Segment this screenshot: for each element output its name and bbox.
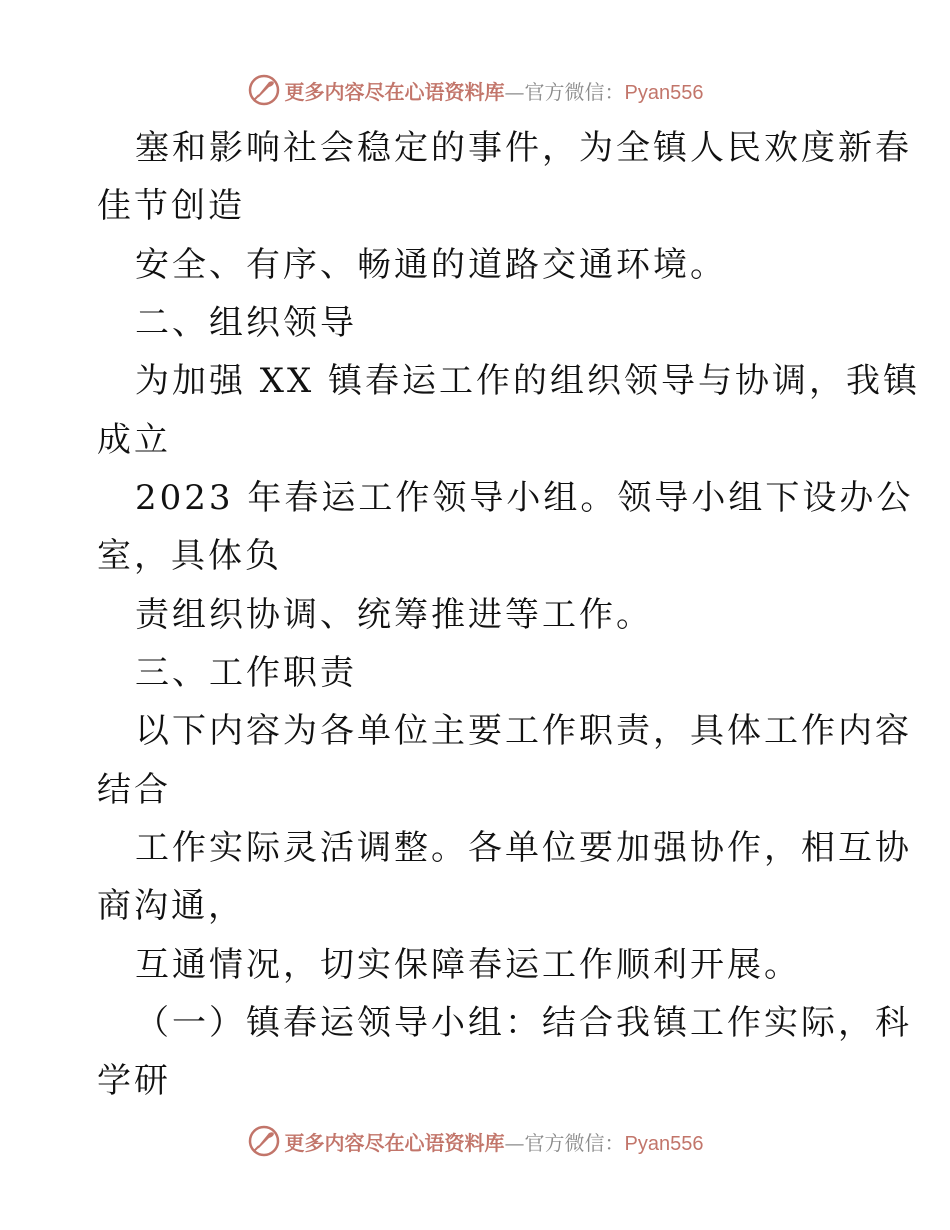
text-line: （一）镇春运领导小组：结合我镇工作实际，科 — [135, 1003, 912, 1043]
text-line: 为加强 XX 镇春运工作的组织领导与协调，我镇 — [135, 361, 921, 401]
text-line: 以下内容为各单位主要工作职责，具体工作内容 — [135, 711, 912, 751]
watermark-part1: 更多内容尽在心语资料库 — [284, 1130, 505, 1155]
watermark-part1: 更多内容尽在心语资料库 — [284, 79, 505, 104]
quill-logo-icon — [247, 73, 281, 107]
quill-logo-icon — [247, 1124, 281, 1158]
watermark-text — [285, 76, 704, 105]
watermark-part2: —官方微信： — [504, 79, 625, 104]
watermark-part3: Pyan556 — [624, 1132, 704, 1155]
text-line: 室，具体负 — [97, 536, 282, 576]
text-line: 学研 — [97, 1061, 171, 1101]
header-watermark — [0, 70, 950, 110]
footer-watermark — [0, 1121, 950, 1161]
text-line: 结合 — [97, 770, 171, 810]
text-line: 佳节创造 — [97, 186, 245, 226]
watermark-part2: —官方微信： — [504, 1130, 625, 1155]
text-line: 工作实际灵活调整。各单位要加强协作，相互协 — [135, 828, 912, 868]
text-line: 商沟通， — [97, 886, 245, 926]
section-heading: 三、工作职责 — [135, 653, 357, 693]
text-line: 成立 — [97, 420, 171, 460]
text-line: 安全、有序、畅通的道路交通环境。 — [135, 245, 727, 285]
text-line: 塞和影响社会稳定的事件，为全镇人民欢度新春 — [135, 128, 912, 168]
section-heading: 二、组织领导 — [135, 303, 357, 343]
text-line: 互通情况，切实保障春运工作顺利开展。 — [135, 945, 801, 985]
text-line: 责组织协调、统筹推进等工作。 — [135, 595, 653, 635]
watermark-text — [285, 1127, 704, 1156]
text-line: 2023 年春运工作领导小组。领导小组下设办公 — [135, 478, 914, 518]
watermark-part3: Pyan556 — [624, 81, 704, 104]
